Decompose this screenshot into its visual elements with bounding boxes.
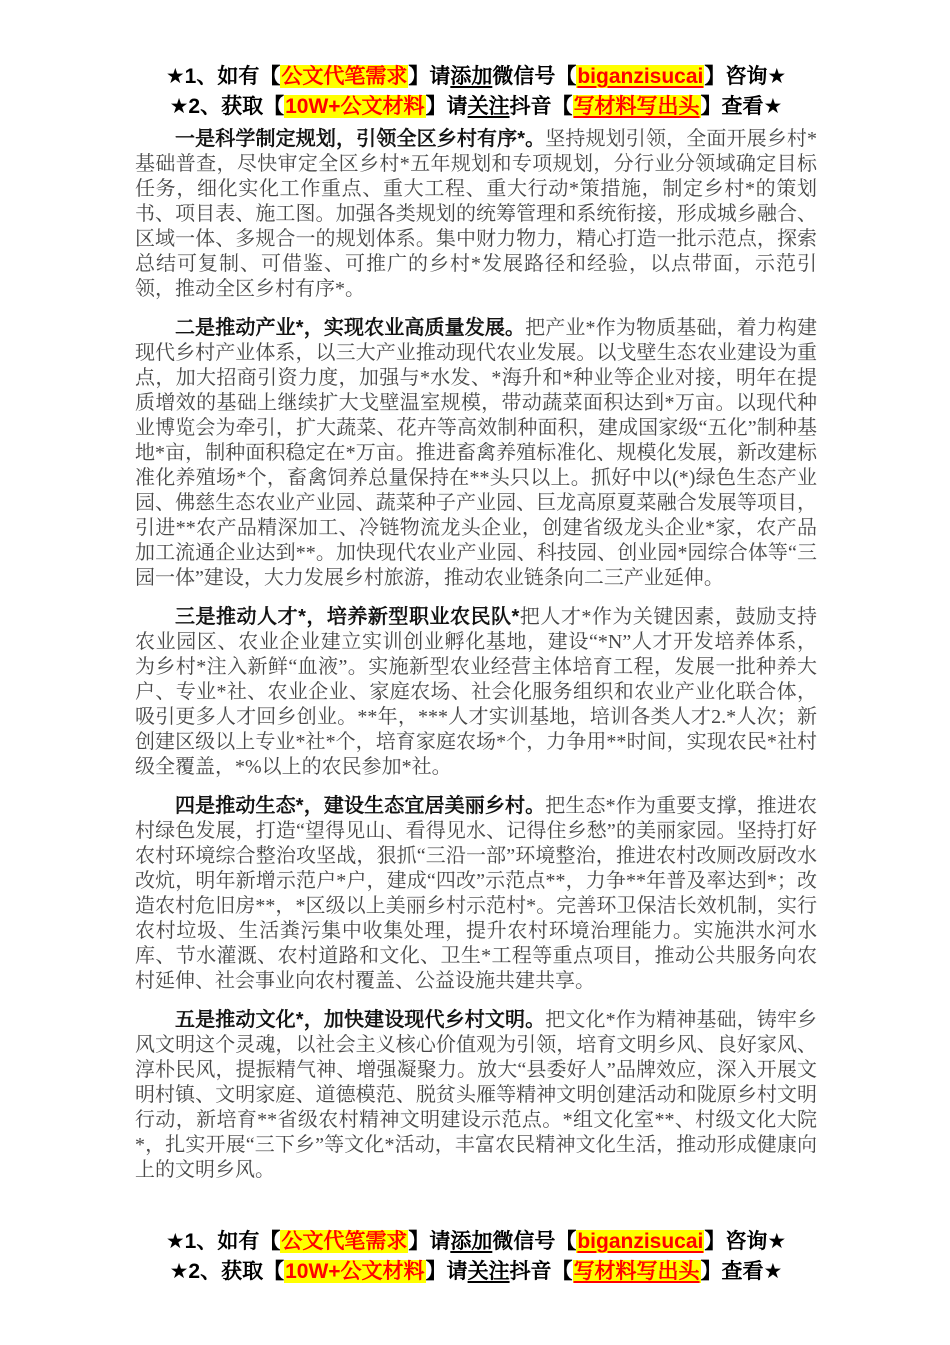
promo-text: 】咨询★	[704, 1230, 787, 1253]
promo-text: 】请	[408, 1230, 451, 1253]
promo-text: ★2、获取【	[169, 1260, 285, 1283]
paragraph-lead: 二是推动产业*，实现农业高质量发展。	[175, 317, 526, 339]
document-body	[135, 127, 817, 1183]
promo-text: 】查看★	[700, 1260, 783, 1283]
promo-text: 】查看★	[700, 95, 783, 118]
promo-underline-text: 关注	[467, 1260, 510, 1283]
paragraph-text: 把产业*作为物质基础，着力构建现代乡村产业体系，以三大产业推动现代农业发展。以戈壁生态农业建设为重点，加大招商引资力度，加强与*水发、*海升和*种业等企业对接，明年在提质增效的基础上继续扩大戈壁温室规模，带动蔬菜面积达到*万亩。以现代种业博览会为牵引，扩大蔬菜、花卉等高效制种面积，建成国家级“五化”制种基地*亩，制种面积稳定在*万亩。推进畜禽养殖标准化、规模化发展，新改建标准化养殖场*个，畜禽饲养总量保持在**头只以上。抓好中以(*)绿色生态产业园、佛慈生态农业产业园、蔬菜种子产业园、巨龙高原夏菜融合发展等项目，引进**农产品精深加工、冷链物流龙头企业，创建省级龙头企业*家，农产品加工流通企业达到**。加快现代农业产业园、科技园、创业园*园综合体等“三园一体”建设，大力发展乡村旅游，推动农业链条向二三产业延伸。	[135, 317, 817, 589]
paragraph-lead: 五是推动文化*，加快建设现代乡村文明。	[175, 1009, 546, 1031]
promo-text: ★2、获取【	[169, 95, 285, 118]
paragraph-text: 把生态*作为重要支撑，推进农村绿色发展，打造“望得见山、看得见水、记得住乡愁”的美丽家园。坚持打好农村环境综合整治攻坚战，狠抓“三沿一部”环境整治，推进农村改厕改厨改水改炕，明年新增示范户*户，建成“四改”示范点**，力争**年普及率达到*；改造农村危旧房**，*区级以上美丽乡村示范村*。完善环卫保洁长效机制，实行农村垃圾、生活粪污集中收集处理，提升农村环境治理能力。实施洪水河水库、节水灌溉、农村道路和文化、卫生*工程等重点项目，推动公共服务向农村延伸、社会事业向农村覆盖、公益设施共建共享。	[135, 795, 817, 992]
paragraph-lead: 三是推动人才*，培养新型职业农民队*	[175, 606, 520, 628]
paragraph	[135, 1008, 817, 1183]
promo-highlight-text: biganzisucai	[577, 1230, 704, 1253]
promo-highlight-text: 10W+公文材料	[285, 1260, 425, 1283]
promo-header	[135, 62, 817, 122]
promo-text: 抖音【	[509, 95, 573, 118]
paragraph	[135, 605, 817, 780]
promo-underline-text: 添加	[450, 1230, 493, 1253]
promo-highlight-text: 公文代笔需求	[281, 65, 408, 88]
promo-line	[135, 1257, 817, 1287]
promo-text: ★1、如有【	[165, 65, 281, 88]
promo-underline-text: 添加	[450, 65, 493, 88]
promo-highlight-text: 公文代笔需求	[281, 1230, 408, 1253]
promo-line	[135, 62, 817, 92]
paragraph	[135, 127, 817, 302]
promo-text: ★1、如有【	[165, 1230, 281, 1253]
promo-highlight-text: biganzisucai	[577, 65, 704, 88]
promo-line	[135, 1227, 817, 1257]
paragraph	[135, 794, 817, 994]
promo-text: 抖音【	[509, 1260, 573, 1283]
paragraph-text: 坚持规划引领，全面开展乡村*基础普查，尽快审定全区乡村*五年规划和专项规划，分行业分领域确定目标任务，细化实化工作重点、重大工程、重大行动*策措施，制定乡村*的策划书、项目表、施工图。加强各类规划的统筹管理和系统衔接，形成城乡融合、区域一体、多规合一的规划体系。集中财力物力，精心打造一批示范点，探索总结可复制、可借鉴、可推广的乡村*发展路径和经验，以点带面，示范引领，推动全区乡村有序*。	[135, 128, 817, 300]
paragraph-text: 把文化*作为精神基础，铸牢乡风文明这个灵魂，以社会主义核心价值观为引领，培育文明乡风、良好家风、淳朴民风，提振精气神、增强凝聚力。放大“县委好人”品牌效应，深入开展文明村镇、文明家庭、道德模范、脱贫头雁等精神文明创建活动和陇原乡村文明行动，新培育**省级农村精神文明建设示范点。*组文化室**、村级文化大院*，扎实开展“三下乡”等文化*活动，丰富农民精神文化生活，推动形成健康向上的文明乡风。	[135, 1009, 817, 1181]
promo-highlight-text: 10W+公文材料	[285, 95, 425, 118]
promo-text: 微信号【	[492, 1230, 577, 1253]
promo-text: 】请	[425, 95, 468, 118]
paragraph	[135, 316, 817, 591]
promo-underline-text: 关注	[467, 95, 510, 118]
promo-text: 】咨询★	[704, 65, 787, 88]
promo-footer	[135, 1227, 817, 1287]
promo-text: 微信号【	[492, 65, 577, 88]
promo-highlight-text: 写材料写出头	[573, 95, 700, 118]
promo-highlight-text: 写材料写出头	[573, 1260, 700, 1283]
paragraph-lead: 一是科学制定规划，引领全区乡村有序*。	[175, 128, 546, 150]
promo-line	[135, 92, 817, 122]
paragraph-text: 把人才*作为关键因素，鼓励支持农业园区、农业企业建立实训创业孵化基地，建设“*N”人才开发培养体系，为乡村*注入新鲜“血液”。实施新型农业经营主体培育工程，发展一批种养大户、专业*社、农业企业、家庭农场、社会化服务组织和农业产业化联合体，吸引更多人才回乡创业。**年，***人才实训基地，培训各类人才2.*人次；新创建区级以上专业*社*个，培育家庭农场*个，力争用**时间，实现农民*社村级全覆盖，*%以上的农民参加*社。	[135, 606, 817, 778]
promo-text: 】请	[425, 1260, 468, 1283]
paragraph-lead: 四是推动生态*，建设生态宜居美丽乡村。	[175, 795, 546, 817]
promo-text: 】请	[408, 65, 451, 88]
